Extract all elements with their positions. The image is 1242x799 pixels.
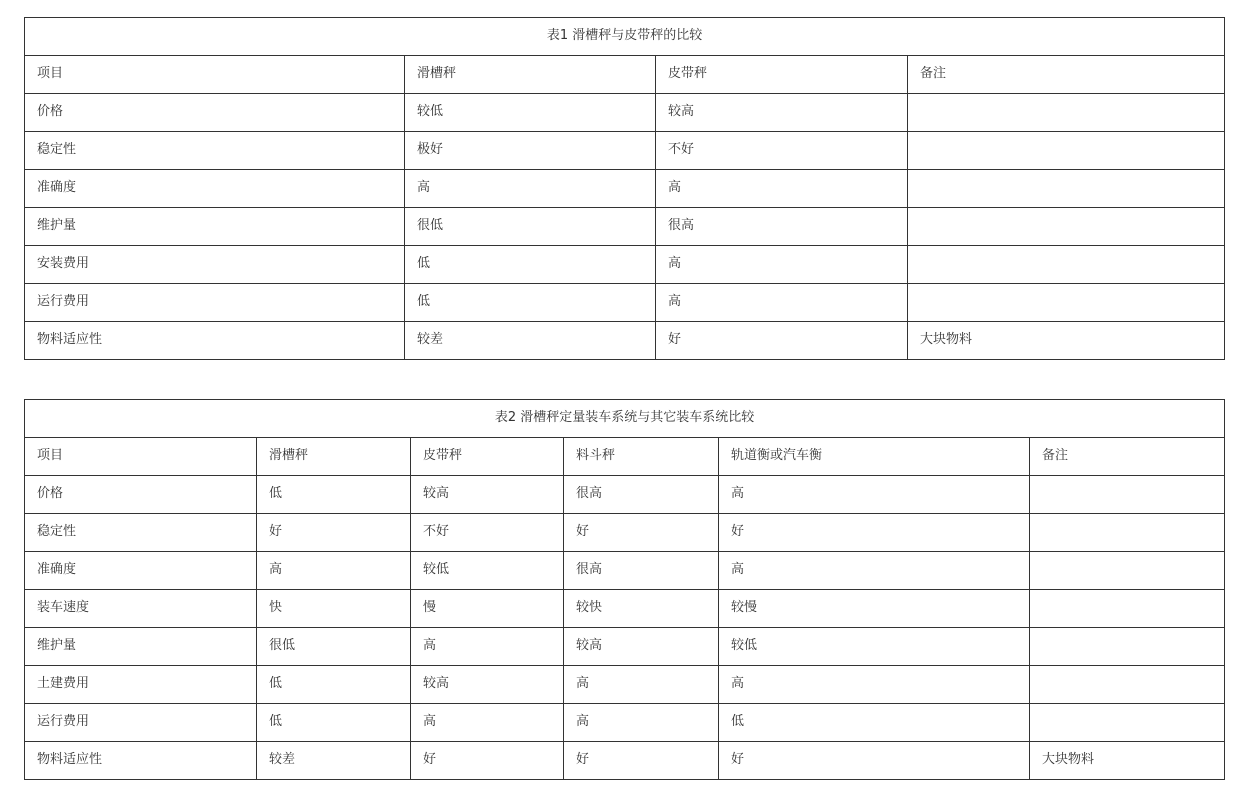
table-cell [719, 628, 1030, 666]
column-header [719, 438, 1030, 476]
table-cell [908, 284, 1225, 322]
cell-text: 较高 [576, 638, 603, 653]
cell-text: 高 [731, 486, 745, 501]
comparison-table-2 [24, 399, 1225, 780]
table-cell [564, 704, 719, 742]
row-label-cell [25, 590, 257, 628]
table-cell [405, 208, 656, 246]
table-cell [257, 476, 411, 514]
column-header-text: 滑槽秤 [417, 66, 457, 81]
row-label-cell [25, 94, 405, 132]
row-label-cell [25, 666, 257, 704]
cell-text: 低 [417, 294, 431, 309]
column-header-text: 皮带秤 [423, 448, 463, 463]
table-cell [564, 666, 719, 704]
column-header-text: 滑槽秤 [269, 448, 309, 463]
column-header [1030, 438, 1225, 476]
column-header [25, 56, 405, 94]
table-row [25, 742, 1225, 780]
table-cell [411, 476, 564, 514]
table-row [25, 284, 1225, 322]
cell-text: 较慢 [731, 600, 758, 615]
table-cell [719, 590, 1030, 628]
cell-text: 慢 [423, 600, 437, 615]
table-cell [564, 552, 719, 590]
table-row [25, 552, 1225, 590]
cell-text: 好 [576, 752, 590, 767]
table-cell [564, 628, 719, 666]
row-label-text: 维护量 [37, 638, 77, 653]
caption-row [25, 400, 1225, 438]
cell-text: 快 [269, 600, 283, 615]
column-header-text: 备注 [1042, 448, 1069, 463]
cell-text: 低 [417, 256, 431, 271]
row-label-cell [25, 208, 405, 246]
row-label-cell [25, 246, 405, 284]
table-caption-text: 表2 滑槽秤定量装车系统与其它装车系统比较 [494, 410, 755, 425]
column-header [411, 438, 564, 476]
cell-text: 低 [269, 486, 283, 501]
row-label-cell [25, 514, 257, 552]
cell-text: 很低 [269, 638, 296, 653]
cell-text: 高 [423, 638, 437, 653]
table-cell [719, 476, 1030, 514]
cell-text: 很高 [576, 562, 603, 577]
row-label-text: 准确度 [37, 562, 77, 577]
column-header [564, 438, 719, 476]
table-row [25, 704, 1225, 742]
row-label-cell [25, 322, 405, 360]
table-cell [719, 742, 1030, 780]
column-header-text: 料斗秤 [576, 448, 616, 463]
cell-text: 较高 [668, 104, 695, 119]
header-row [25, 56, 1225, 94]
row-label-text: 稳定性 [37, 524, 77, 539]
table-row [25, 666, 1225, 704]
table-row [25, 94, 1225, 132]
table-row [25, 590, 1225, 628]
column-header-text: 轨道衡或汽车衡 [731, 448, 823, 463]
table-cell [405, 170, 656, 208]
column-header-text: 项目 [37, 448, 64, 463]
table-row [25, 208, 1225, 246]
table-cell [1030, 704, 1225, 742]
table-cell [564, 514, 719, 552]
cell-text: 较差 [417, 332, 444, 347]
table-cell [411, 704, 564, 742]
header-row [25, 438, 1225, 476]
cell-text: 高 [576, 676, 590, 691]
row-label-cell [25, 170, 405, 208]
caption-row [25, 18, 1225, 56]
table-cell [656, 322, 908, 360]
row-label-cell [25, 742, 257, 780]
row-label-text: 安装费用 [37, 256, 90, 271]
table-cell [411, 742, 564, 780]
cell-text: 不好 [668, 142, 695, 157]
column-header-text: 皮带秤 [668, 66, 708, 81]
table-cell [257, 590, 411, 628]
table-cell [1030, 628, 1225, 666]
table-caption-text: 表1 滑槽秤与皮带秤的比较 [546, 28, 703, 43]
cell-text: 高 [668, 256, 682, 271]
cell-text: 好 [731, 524, 745, 539]
table-row [25, 132, 1225, 170]
cell-text: 较低 [417, 104, 444, 119]
table-cell [1030, 552, 1225, 590]
cell-text: 高 [576, 714, 590, 729]
table-cell [656, 170, 908, 208]
row-label-text: 物料适应性 [37, 752, 103, 767]
row-label-text: 价格 [37, 486, 64, 501]
table-row [25, 476, 1225, 514]
table-cell [656, 94, 908, 132]
cell-text: 大块物料 [1042, 752, 1095, 767]
row-label-text: 装车速度 [37, 600, 90, 615]
row-label-cell [25, 476, 257, 514]
table-cell [405, 246, 656, 284]
table-cell [411, 628, 564, 666]
cell-text: 低 [731, 714, 745, 729]
column-header [908, 56, 1225, 94]
cell-text: 很高 [576, 486, 603, 501]
cell-text: 较高 [423, 676, 450, 691]
column-header [405, 56, 656, 94]
table-cell [564, 476, 719, 514]
cell-text: 高 [423, 714, 437, 729]
cell-text: 极好 [417, 142, 444, 157]
cell-text: 高 [417, 180, 431, 195]
table-cell [719, 666, 1030, 704]
table-row [25, 322, 1225, 360]
table-cell [257, 666, 411, 704]
table-row [25, 514, 1225, 552]
column-header [25, 438, 257, 476]
cell-text: 很低 [417, 218, 444, 233]
table-cell [564, 742, 719, 780]
table-cell [257, 704, 411, 742]
table-cell [719, 514, 1030, 552]
cell-text: 好 [423, 752, 437, 767]
row-label-cell [25, 704, 257, 742]
table-cell [405, 322, 656, 360]
table-cell [656, 208, 908, 246]
table-cell [719, 704, 1030, 742]
row-label-cell [25, 284, 405, 322]
table-cell [411, 666, 564, 704]
table-row [25, 170, 1225, 208]
table-cell [411, 514, 564, 552]
row-label-text: 稳定性 [37, 142, 77, 157]
table-2-body [25, 400, 1225, 780]
table-cell [656, 246, 908, 284]
cell-text: 好 [731, 752, 745, 767]
cell-text: 不好 [423, 524, 450, 539]
table-cell [411, 552, 564, 590]
table-cell [656, 284, 908, 322]
table-cell [257, 742, 411, 780]
cell-text: 好 [668, 332, 682, 347]
cell-text: 高 [269, 562, 283, 577]
table-cell [257, 552, 411, 590]
table-cell [411, 590, 564, 628]
row-label-text: 土建费用 [37, 676, 90, 691]
cell-text: 高 [668, 180, 682, 195]
cell-text: 较低 [423, 562, 450, 577]
table-row [25, 246, 1225, 284]
cell-text: 好 [269, 524, 283, 539]
cell-text: 高 [731, 676, 745, 691]
table-caption [25, 400, 1225, 438]
cell-text: 大块物料 [920, 332, 973, 347]
cell-text: 高 [668, 294, 682, 309]
table-cell [1030, 476, 1225, 514]
cell-text: 高 [731, 562, 745, 577]
table-cell [257, 514, 411, 552]
cell-text: 较高 [423, 486, 450, 501]
table-cell [257, 628, 411, 666]
table-cell [1030, 742, 1225, 780]
cell-text: 较快 [576, 600, 603, 615]
table-cell [908, 246, 1225, 284]
table-cell [405, 284, 656, 322]
column-header-text: 项目 [37, 66, 64, 81]
table-cell [908, 322, 1225, 360]
row-label-text: 价格 [37, 104, 64, 119]
table-cell [719, 552, 1030, 590]
column-header [257, 438, 411, 476]
table-cell [908, 132, 1225, 170]
column-header-text: 备注 [920, 66, 947, 81]
cell-text: 好 [576, 524, 590, 539]
table-cell [564, 590, 719, 628]
table-cell [908, 208, 1225, 246]
table-1-body [25, 18, 1225, 360]
cell-text: 低 [269, 676, 283, 691]
cell-text: 较差 [269, 752, 296, 767]
row-label-text: 运行费用 [37, 714, 90, 729]
comparison-table-1 [24, 17, 1225, 360]
table-caption [25, 18, 1225, 56]
row-label-text: 准确度 [37, 180, 77, 195]
table-cell [908, 94, 1225, 132]
row-label-cell [25, 628, 257, 666]
table-cell [908, 170, 1225, 208]
table-row [25, 628, 1225, 666]
table-cell [1030, 666, 1225, 704]
column-header [656, 56, 908, 94]
row-label-text: 运行费用 [37, 294, 90, 309]
cell-text: 很高 [668, 218, 695, 233]
table-cell [1030, 514, 1225, 552]
table-cell [405, 94, 656, 132]
row-label-cell [25, 132, 405, 170]
table-cell [405, 132, 656, 170]
row-label-text: 物料适应性 [37, 332, 103, 347]
cell-text: 较低 [731, 638, 758, 653]
row-label-text: 维护量 [37, 218, 77, 233]
row-label-cell [25, 552, 257, 590]
table-cell [656, 132, 908, 170]
table-cell [1030, 590, 1225, 628]
cell-text: 低 [269, 714, 283, 729]
